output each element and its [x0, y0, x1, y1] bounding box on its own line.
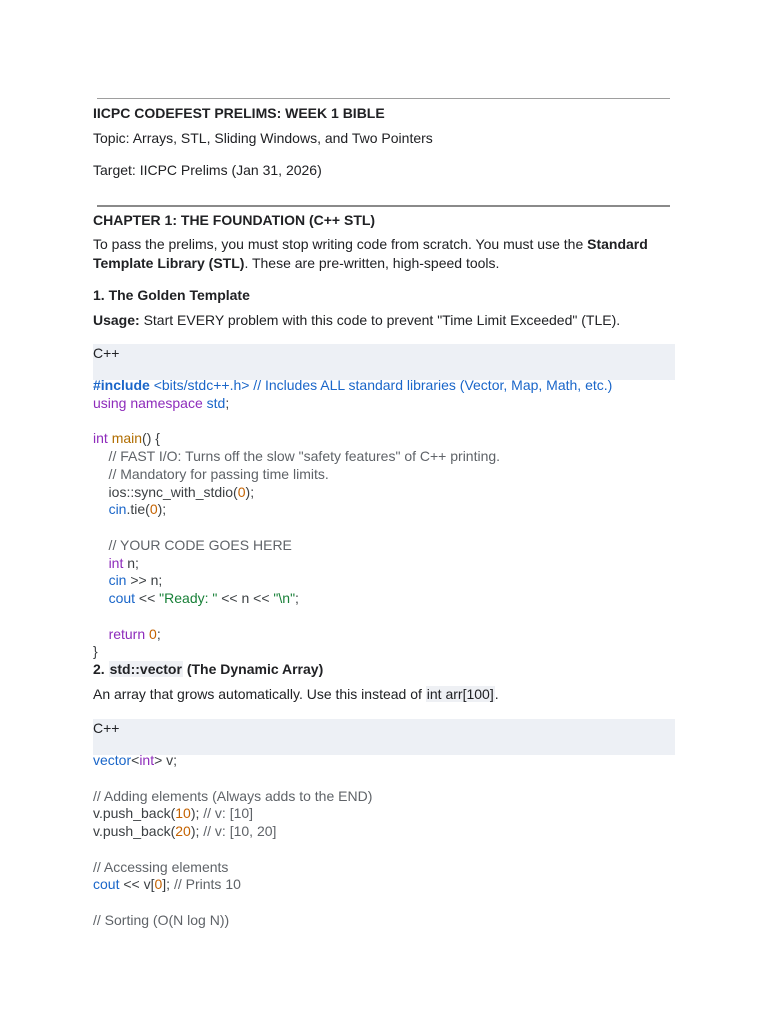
code-line: }: [93, 643, 98, 660]
vector-description: [93, 685, 499, 703]
usage-line: [93, 311, 620, 329]
chapter-intro: [93, 235, 678, 272]
inline-code: int arr[100]: [426, 686, 494, 702]
topic-line: Topic: Arrays, STL, Sliding Windows, and Two Pointers: [93, 130, 433, 146]
code-line: vector<int> v;: [93, 752, 178, 768]
desc-text-end: .: [494, 686, 499, 702]
code-line: cin.tie(0);: [108, 501, 167, 518]
code-block-header: [93, 344, 675, 380]
code-line: // Mandatory for passing time limits.: [93, 465, 329, 482]
code-line: int main() {: [93, 430, 160, 447]
section-number: 2.: [93, 661, 109, 677]
usage-label: Usage:: [93, 312, 140, 328]
code-line: // Adding elements (Always adds to the END): [93, 787, 373, 804]
code-line: v.push_back(10); // v: [10]: [93, 805, 254, 822]
code-line: // Sorting (O(N log N)): [93, 911, 230, 928]
code-line: #include <bits/stdc++.h> // Includes ALL standard libraries (Vector, Map, Math, etc.): [93, 377, 613, 393]
code-line: v.push_back(20); // v: [10, 20]: [93, 823, 277, 839]
document-title: IICPC CODEFEST PRELIMS: WEEK 1 BIBLE: [93, 105, 385, 121]
intro-text: To pass the prelims, you must stop writing code from scratch. You must use the: [93, 236, 588, 252]
code-block-vector: [93, 752, 372, 930]
code-line: // YOUR CODE GOES HERE: [93, 536, 292, 553]
top-divider: [97, 98, 670, 99]
section-heading-rest: (The Dynamic Array): [182, 661, 324, 677]
code-language-label: C++: [93, 720, 120, 736]
code-line: cin >> n;: [108, 572, 163, 589]
intro-text-end: . These are pre-written, high-speed tools.: [244, 254, 500, 271]
target-line: Target: IICPC Prelims (Jan 31, 2026): [93, 162, 322, 178]
code-line: cout << "Ready: " << n << "\n";: [108, 590, 299, 606]
intro-bold: Standard Template Library (STL): [93, 236, 648, 271]
code-line: cout << v[0]; // Prints 10: [93, 876, 241, 893]
code-line: // Accessing elements: [93, 858, 229, 875]
section-divider: [97, 205, 670, 207]
section-heading-vector: [93, 660, 323, 678]
code-line: // FAST I/O: Turns off the slow "safety features" of C++ printing.: [93, 448, 501, 464]
code-block-header: [93, 719, 675, 755]
inline-code: std::vector: [109, 661, 182, 677]
desc-text: An array that grows automatically. Use this instead of: [93, 686, 426, 702]
code-block-golden-template: [93, 377, 612, 661]
code-line: using namespace std;: [93, 394, 230, 411]
code-language-label: C++: [93, 345, 120, 361]
usage-text: Start EVERY problem with this code to prevent "Time Limit Exceeded" (TLE).: [139, 312, 621, 328]
code-line: int n;: [108, 554, 139, 571]
section-heading-golden-template: 1. The Golden Template: [93, 287, 250, 303]
chapter-heading: CHAPTER 1: THE FOUNDATION (C++ STL): [93, 212, 376, 228]
code-line: return 0;: [108, 625, 161, 642]
code-line: ios::sync_with_stdio(0);: [93, 483, 255, 500]
